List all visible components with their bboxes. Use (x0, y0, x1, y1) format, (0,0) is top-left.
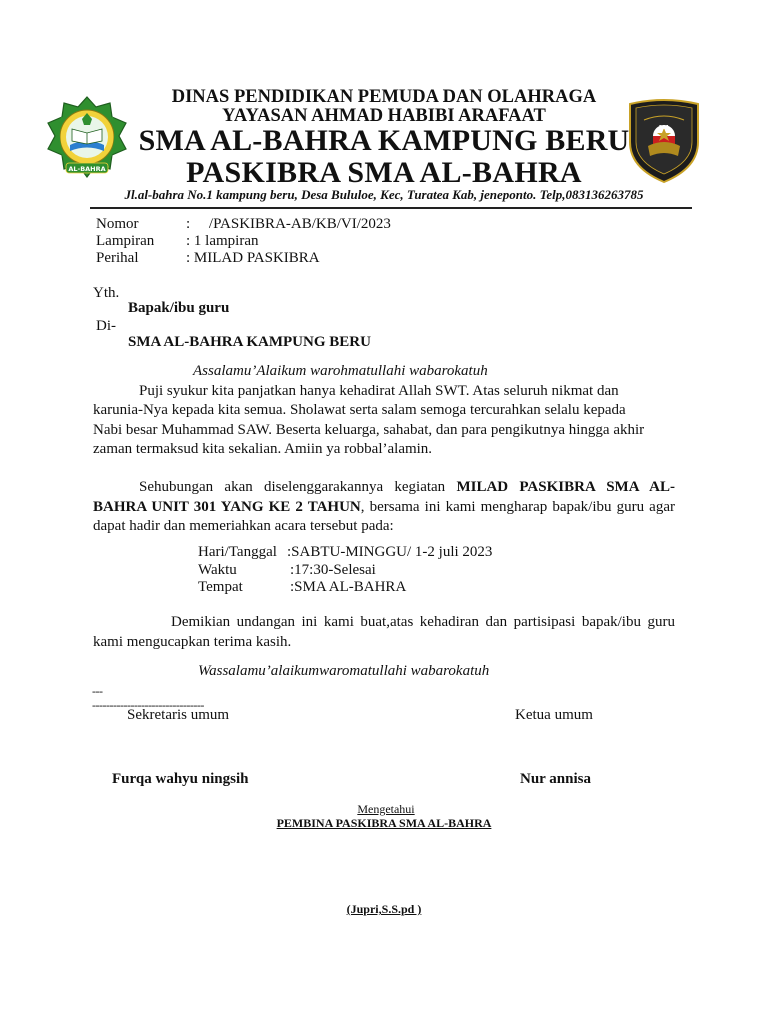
tempat-value: :SMA AL-BAHRA (290, 579, 407, 595)
nomor-label: Nomor (96, 216, 139, 232)
perihal-label: Perihal (96, 250, 139, 266)
long-dash-line: -------------------------------- (92, 698, 204, 712)
paragraph-2-pre: Sehubungan akan diselenggarakannya kegiatan (139, 479, 457, 495)
mengetahui-label: Mengetahui (357, 802, 415, 816)
paragraph-2-post: , bersama ini kami mengharap bapak/ibu guru agar dapat hadir dan memeriahkan acara tersebut pada: (93, 498, 675, 534)
right-logo-text: 301 (658, 125, 670, 131)
advisor-title: PEMBINA PASKIBRA SMA AL-BAHRA (276, 816, 492, 830)
waktu-value: :17:30-Selesai (290, 562, 376, 578)
nomor-value: : /PASKIBRA-AB/KB/VI/2023 (186, 216, 391, 232)
recipient-di: Di- (96, 318, 116, 334)
hari-label: Hari/Tanggal (198, 544, 277, 560)
secretary-title: Sekretaris umum (127, 707, 230, 723)
paragraph-1-line-4: zaman termaksud kita sekalian. Amiin ya robbal’alamin. (93, 441, 433, 457)
recipient-yth: Yth. (93, 285, 120, 301)
chairman-title: Ketua umum (515, 707, 593, 723)
recipient-place: SMA AL-BAHRA KAMPUNG BERU (128, 334, 371, 350)
greeting: Assalamu’Alaikum warohmatullahi wabarokatuh (193, 363, 488, 379)
address-line: Jl.al-bahra No.1 kampung beru, Desa Bululoe, Kec, Turatea Kab, jeneponto. Telp,083136263785 (124, 187, 644, 202)
school-name: SMA AL-BAHRA KAMPUNG BERU (138, 124, 630, 157)
chairman-name: Nur annisa (520, 771, 592, 787)
left-logo-text: AL-BAHRA (68, 165, 106, 173)
advisor-name: (Jupri,S.S.pd ) (346, 902, 422, 916)
paragraph-3: Demikian undangan ini kami buat,atas kehadiran dan partisipasi bapak/ibu guru kami mengucapkan terima kasih. (93, 614, 675, 650)
paragraph-1-line-1: Puji syukur kita panjatkan hanya kehadirat Allah SWT. Atas seluruh nikmat dan (139, 383, 619, 399)
tempat-label: Tempat (198, 579, 243, 595)
hari-value: :SABTU-MINGGU/ 1-2 juli 2023 (287, 544, 493, 560)
secretary-name: Furqa wahyu ningsih (112, 771, 249, 787)
recipient-name: Bapak/ibu guru (128, 300, 230, 316)
organization-name: PASKIBRA SMA AL-BAHRA (186, 156, 582, 189)
paragraph-2 (93, 478, 675, 537)
perihal-value: : MILAD PASKIBRA (186, 250, 320, 266)
closing-greeting: Wassalamu’alaikumwaromatullahi wabarokatuh (198, 663, 490, 679)
department-name: DINAS PENDIDIKAN PEMUDA DAN OLAHRAGA (171, 87, 597, 107)
short-dash-line: --- (92, 684, 103, 698)
lampiran-label: Lampiran (96, 233, 155, 249)
header-divider (90, 207, 692, 209)
lampiran-value: : 1 lampiran (186, 233, 259, 249)
paragraph-2-highlight: MILAD PASKIBRA SMA AL-BAHRA UNIT 301 YANG KE 2 TAHUN (93, 479, 675, 515)
waktu-label: Waktu (198, 562, 237, 578)
foundation-name: YAYASAN AHMAD HABIBI ARAFAAT (222, 106, 546, 126)
paragraph-1-line-3: Nabi besar Muhammad SAW. Beserta keluarga, sahabat, dan para pengikutnya hingga akhir (93, 422, 645, 438)
paragraph-1-line-2: karunia-Nya kepada kita semua. Sholawat serta salam semoga tercurahkan selalu kepada (93, 402, 626, 418)
